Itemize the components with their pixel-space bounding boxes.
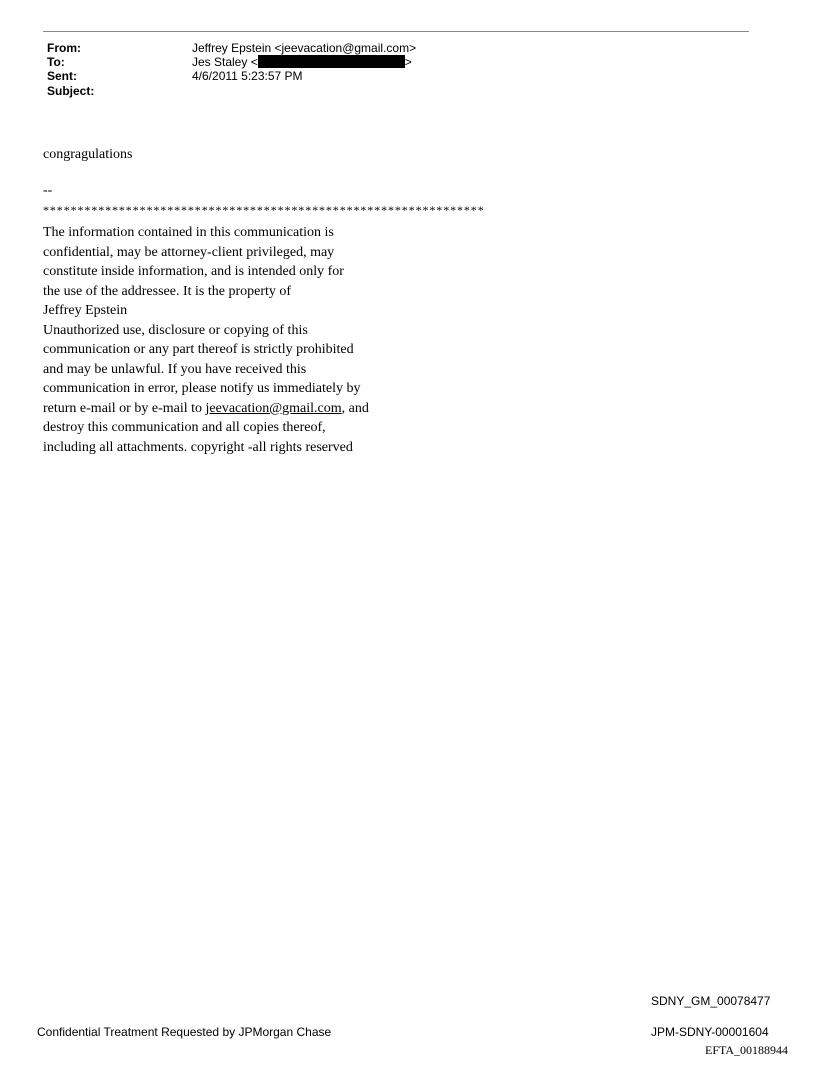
disclaimer-line [43, 399, 443, 419]
disclaimer-text: return e-mail or by e-mail to [43, 400, 206, 416]
bates-efta: EFTA_00188944 [705, 1043, 789, 1057]
bates-jpm: JPM-SDNY-00001604 [651, 1025, 769, 1039]
subject-label: Subject: [47, 84, 95, 98]
from-value: Jeffrey Epstein <jeevacation@gmail.com> [192, 41, 417, 55]
disclaimer-line: and may be unlawful. If you have received this [43, 361, 307, 377]
sent-label: Sent: [47, 69, 77, 83]
to-prefix: Jes Staley < [192, 55, 258, 69]
star-divider: **************************************************************** [43, 203, 485, 217]
disclaimer-line: communication in error, please notify us immediately by [43, 381, 361, 396]
disclaimer-block [43, 223, 443, 457]
disclaimer-line: including all attachments. copyright -all rights reserved [43, 439, 353, 455]
disclaimer-text: , and [341, 400, 369, 416]
disclaimer-line: confidential, may be attorney-client privileged, may [43, 244, 335, 260]
from-label: From: [47, 41, 81, 55]
redaction-box [258, 55, 405, 68]
email-link[interactable]: jeevacation@gmail.com [205, 400, 342, 416]
header-divider [43, 31, 749, 32]
sent-value: 4/6/2011 5:23:57 PM [192, 69, 303, 83]
signature-separator: -- [43, 183, 53, 198]
disclaimer-line: Jeffrey Epstein [43, 303, 128, 318]
disclaimer-line: Unauthorized use, disclosure or copying of this [43, 322, 308, 338]
bates-sdny: SDNY_GM_00078477 [651, 994, 771, 1008]
disclaimer-line: The information contained in this communication is [43, 225, 334, 240]
to-label: To: [47, 55, 65, 69]
disclaimer-line: destroy this communication and all copies thereof, [43, 420, 326, 435]
disclaimer-line: the use of the addressee. It is the property of [43, 283, 292, 299]
disclaimer-line: communication or any part thereof is strictly prohibited [43, 342, 354, 357]
disclaimer-line: constitute inside information, and is intended only for [43, 264, 344, 279]
to-suffix: > [404, 55, 412, 69]
to-value [192, 55, 412, 69]
confidential-notice: Confidential Treatment Requested by JPMorgan Chase [37, 1025, 332, 1039]
message-body: congragulations [43, 147, 133, 162]
